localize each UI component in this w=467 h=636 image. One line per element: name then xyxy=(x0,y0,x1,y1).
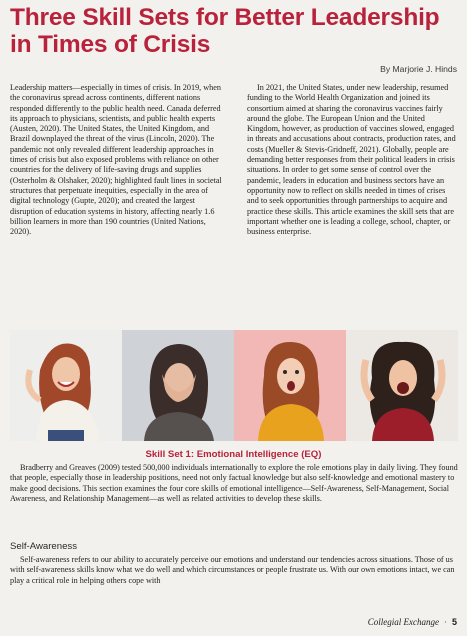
photo-strip xyxy=(10,330,458,441)
article-byline: By Marjorie J. Hinds xyxy=(380,64,457,74)
page-footer xyxy=(368,617,457,627)
screaming-woman-photo xyxy=(346,330,458,441)
skill-set-1-body xyxy=(10,463,458,504)
skill-set-1-paragraph: Bradberry and Greaves (2009) tested 500,000 individuals internationally to explore the role emotions play in daily living. They found that people, especially those in leadership positions, need not only factual knowledge but also self-knowledge and emotional mastery to make good decisions. This section examines the four core skills of emotional intelligence—Self-Awareness, Self-Management, Social Awareness, and Relationship Management—as well as related activities to develop these skills. xyxy=(10,463,458,503)
self-awareness-heading: Self-Awareness xyxy=(10,541,78,552)
distressed-woman-photo xyxy=(122,330,234,441)
laughing-woman-photo xyxy=(10,330,122,441)
surprised-woman-photo xyxy=(234,330,346,441)
self-awareness-paragraph: Self-awareness refers to our ability to accurately perceive our emotions and understand our tendencies across situations. Those of us with self-awareness skills know what we do well and which circumstances or people frustrate us. With our own emotions intact, we can play a critical role in helping others cope with xyxy=(10,555,455,585)
intro-paragraph-left: Leadership matters—especially in times of crisis. In 2019, when the coronavirus spread across continents, different nations responded differently to the public health need. Canada deferred its approach to physicians, scientists, and public health experts (Austen, 2020). The United States, the United Kingdom, and Brazil downplayed the threat of the virus (Lincoln, 2020). The pandemic not only revealed different leadership approaches in times of crisis but also exposed problems with reliance on other countries for the delivery of life-saving drugs and supplies (Osterholm & Olshaker, 2020); highlighted fault lines in societal structures that perpetuate inequities, especially in the area of digital technology (Gupte, 2020); and created the largest disruption of education systems in history, affecting nearly 1.6 billion learners in more than 190 countries (United Nations, 2020). xyxy=(10,83,222,237)
footer-separator: · xyxy=(443,617,447,627)
column-right xyxy=(247,83,459,237)
column-left xyxy=(10,83,224,237)
page-number: 5 xyxy=(451,617,457,627)
article-title: Three Skill Sets for Better Leadership in Times of Crisis xyxy=(10,4,440,58)
skill-set-1-heading: Skill Set 1: Emotional Intelligence (EQ) xyxy=(145,449,322,460)
publication-name: Collegial Exchange xyxy=(367,617,439,627)
intro-paragraph-right: In 2021, the United States, under new leadership, resumed funding to the World Health Organization and joined its consortium aimed at sharing the coronavirus vaccines fairly around the globe. The European Union and the United Kingdom, however, as production of vaccines slowed, engaged in threats and accusations about contracts, production rates, and costs (Mueller & Stevis-Gridneff, 2021). Globally, people are demanding better responses from their political leaders in crisis situations. In order to get some sense of control over the pandemic, leaders in education and business sectors have an opportunity now to reflect on skills needed in times of crises and to seek opportunities through partnerships to acquire and practice these skills. This article examines the skill sets that are important whether one is leading a college, school, chapter, or business enterprise. xyxy=(247,83,456,237)
self-awareness-body xyxy=(10,555,458,586)
